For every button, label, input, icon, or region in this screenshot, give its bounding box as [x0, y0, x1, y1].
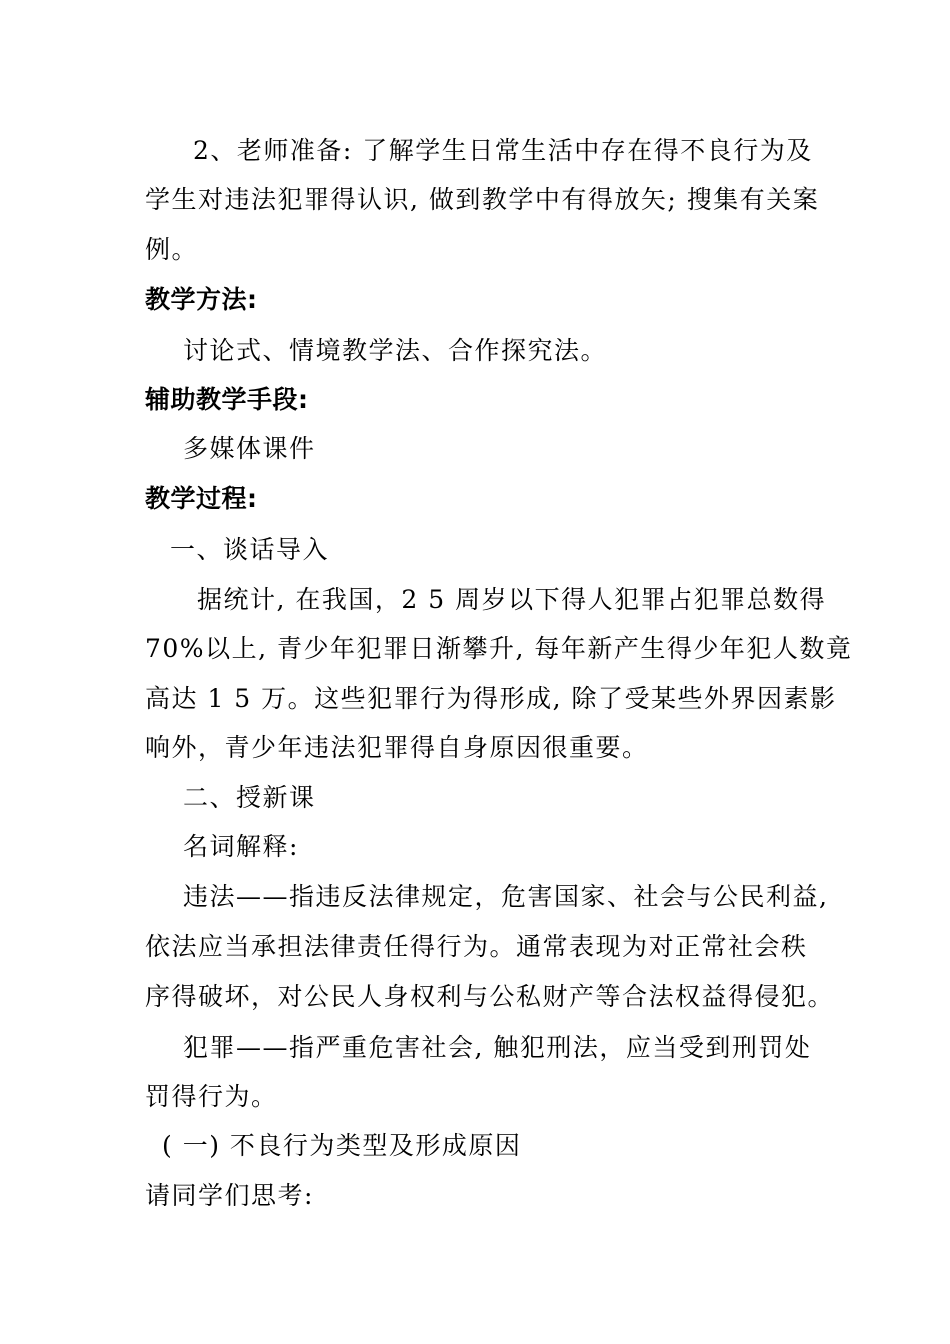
paragraph-teacher-prep-line-1: 2、老师准备: 了解学生日常生活中存在得不良行为及 — [193, 136, 813, 165]
heading-teaching-methods: 教学方法: — [145, 285, 258, 314]
section-intro-title: 一、谈话导入 — [170, 535, 330, 564]
heading-teaching-process: 教学过程: — [145, 484, 258, 513]
definition-crime-line-2: 罚得行为。 — [145, 1082, 278, 1111]
prompt-students-think: 请同学们思考: — [145, 1181, 314, 1210]
paragraph-statistics-line-1: 据统计, 在我国，2 5 周岁以下得人犯罪占犯罪总数得 — [197, 585, 827, 614]
heading-auxiliary-means: 辅助教学手段: — [145, 385, 309, 414]
auxiliary-means-text: 多媒体课件 — [183, 434, 316, 463]
definition-illegal-line-2: 依法应当承担法律责任得行为。通常表现为对正常社会秩 — [145, 932, 808, 961]
definition-illegal-line-3: 序得破坏，对公民人身权利与公私财产等合法权益得侵犯。 — [145, 982, 835, 1011]
section-new-lesson-title: 二、授新课 — [183, 783, 316, 812]
definition-illegal-line-1: 违法——指违反法律规定，危害国家、社会与公民利益, — [183, 882, 829, 911]
paragraph-statistics-line-3: 高达 1 5 万。这些犯罪行为得形成, 除了受某些外界因素影 — [145, 684, 837, 713]
paragraph-statistics-line-4: 响外，青少年违法犯罪得自身原因很重要。 — [145, 733, 649, 762]
definition-crime-line-1: 犯罪——指严重危害社会, 触犯刑法，应当受到刑罚处 — [183, 1033, 812, 1062]
paragraph-teacher-prep-line-2: 学生对违法犯罪得认识, 做到教学中有得放矢; 搜集有关案 — [145, 185, 820, 214]
teaching-methods-text: 讨论式、情境教学法、合作探究法。 — [183, 336, 608, 365]
subsection-bad-behavior-title: ( 一) 不良行为类型及形成原因 — [162, 1131, 522, 1160]
paragraph-teacher-prep-line-3: 例。 — [145, 235, 199, 264]
paragraph-statistics-line-2: 70%以上, 青少年犯罪日渐攀升, 每年新产生得少年犯人数竟 — [145, 634, 853, 663]
term-explanation-label: 名词解释: — [183, 832, 299, 861]
